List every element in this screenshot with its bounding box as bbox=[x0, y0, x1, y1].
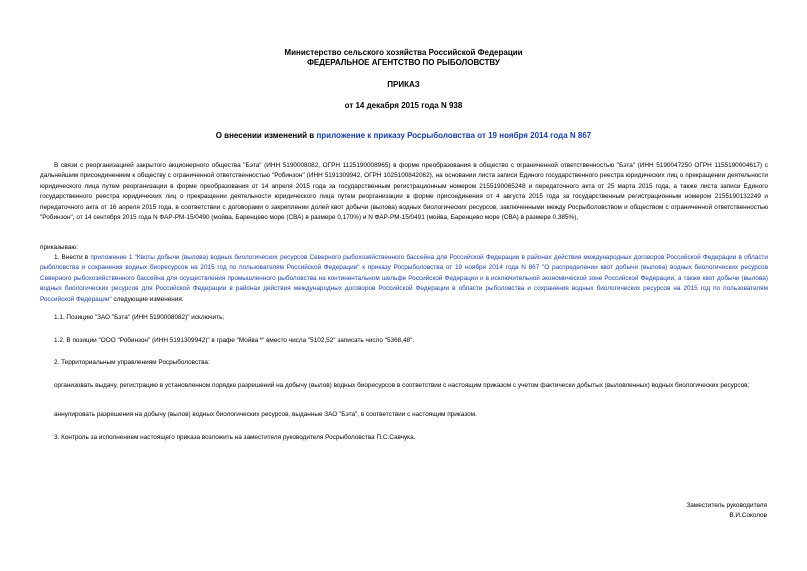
ministry-name: Министерство сельского хозяйства Российской Федерации bbox=[284, 48, 523, 57]
item-1-suffix: следующие изменения: bbox=[111, 295, 184, 303]
signature-name: В.И.Соколов bbox=[729, 512, 767, 519]
order-word: приказываю: bbox=[40, 244, 78, 251]
preamble-paragraph: В связи с реорганизацией закрытого акционерного общества "Бэта" (ИНН 5190008082, ОГРН 1125190008965) в форме преобразования в общество с ограниченной ответственностью "Бэта" (ИНН 5190047250 ОГРН 1155190004617) с дальнейшим присоединением к обществу с ограниченной ответственностью "Робинзон" (ИНН 5191309942, ОГРН 1025100842062), на основании листа записи Единого государственного реестра юридических лиц о прекращении деятельности юридического лица путем реорганизации в форме преобразования от 14 апреля 2015 года за государственным регистрационным номером 2155190065248 и передаточного акта от 25 марта 2015 года, а также листа записи Единого государственного реестра юридических лиц о прекращении деятельности юридического лица путем реорганизации в форме присоединения от 4 августа 2015 года за государственным регистрационным номером 2155190132249 и передаточного акта от 16 апреля 2015 года, в соответствии с договорами о закреплении долей квот добычи (вылова) водных биологических ресурсов, заключенными между Росрыболовством и обществом с ограниченной ответственностью "Робинзон", от 14 сентября 2015 года N ФАР-РМ-15/0490 (мойва, Баренцево море (СВА) в размере 0,170%) и N ФАР-РМ-15/0491 (мойва, Баренцево море (СВА) в размере 0,385%), bbox=[40, 162, 768, 222]
item-2-paragraph: 2. Территориальным управлениям Росрыболовства: bbox=[54, 359, 210, 366]
document-type: ПРИКАЗ bbox=[387, 80, 420, 89]
signature-position: Заместитель руководителя bbox=[686, 502, 767, 509]
appendix-link[interactable]: приложение 1 "Квоты добычи (вылова) водных биологических ресурсов Северного рыбохозяйственного бассейна для Российской Федерации в районах действия международных договоров Российской Федерации в области рыболовства и сохранения водных биоресурсов на 2015 год по пользователям Российской Федерации" к приказу Росрыболовства от 19 ноября 2014 года N 867 "О распределении квот добычи (вылова) водных биологических ресурсов Северного рыбохозяйственного бассейна для осуществления промышленного рыболовства на континентальном шельфе Российской Федерации и в исключительной экономической зоне Российской Федерации, а также квот добычи (вылова) водных биологических ресурсов для Российской Федерации в районах действия международных договоров Российской Федерации в области рыболовства и сохранения водных биологических ресурсов на 2015 год по пользователям Российской Федерации" bbox=[40, 254, 768, 303]
subject-prefix: О внесении изменений в bbox=[215, 131, 317, 140]
item-2-organize-paragraph: организовать выдачу, регистрацию в установленном порядке разрешений на добычу (вылов) водных биоресурсов в соответствии с настоящим приказом с учетом фактически добытых (выловленных) водных биологических ресурсов; bbox=[54, 382, 750, 389]
document-subject bbox=[0, 131, 807, 141]
item-3-paragraph: 3. Контроль за исполнением настоящего приказа возложить на заместителя руководителя Росрыболовства П.С.Савчука. bbox=[54, 434, 416, 441]
agency-name: ФЕДЕРАЛЬНОЕ АГЕНТСТВО ПО РЫБОЛОВСТВУ bbox=[307, 58, 500, 67]
subject-link[interactable]: приложение к приказу Росрыболовства от 19 ноября 2014 года N 867 bbox=[316, 131, 592, 140]
document-date-number: от 14 декабря 2015 года N 938 bbox=[344, 101, 463, 110]
item-2-annul-paragraph: аннулировать разрешения на добычу (вылов) водных биологических ресурсов, выданные ЗАО "Бэта", в соответствии с настоящим приказом. bbox=[54, 411, 477, 418]
item-1-prefix: 1. Внести в bbox=[54, 254, 91, 261]
item-1-2-paragraph: 1.2. В позиции "ООО "Робинзон" (ИНН 5191309942)" в графе "Мойва *" вместо числа "5102,52" записать число "5368,48". bbox=[54, 337, 415, 344]
item-1-paragraph bbox=[40, 253, 768, 305]
item-1-1-paragraph: 1.1. Позицию "ЗАО "Бэта" (ИНН 5190008082)" исключить; bbox=[54, 314, 225, 321]
